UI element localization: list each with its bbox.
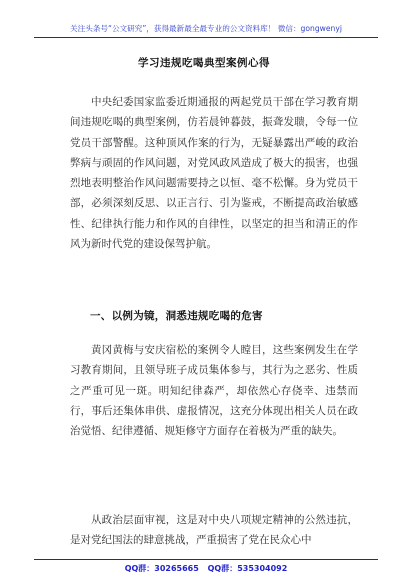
header-promo-text: 关注头条号“公文研究”，获得最新最全最专业的公文资料库！ 微信：gongwenyj <box>70 24 342 33</box>
footer-divider <box>34 559 378 560</box>
paragraph-cases: 黄冈黄梅与安庆宿松的案例令人瞠目，这些案例发生在学习教育期间，且领导班子成员集体参与，其行为之恶劣、性质之严重可见一斑。明知纪律森严，却依然心存侥幸、违禁而行，事后还集体串供、虚报情况，这充分体现出相关人员在政治觉悟、纪律遵循、规矩修守方面存在着极为严重的缺失。 <box>70 344 358 438</box>
paragraph-intro: 中央纪委国家监委近期通报的两起党员干部在学习教育期间违规吃喝的典型案例，仿若晨钟暮鼓，振聋发聩，令每一位党员干部警醒。这种顶风作案的行为，无疑暴露出严峻的政治弊病与顽固的作风问题，对党风政风造成了极大的损害，也强烈地表明整治作风问题需要持之以恒、毫不松懈。身为党员干部，必须深刻反思、以正言行、引为鉴戒，不断提高政治敏感性、纪律执行能力和作风的自律性，以坚定的担当和清正的作风为新时代党的建设保驾护航。 <box>70 96 358 251</box>
document-title: 学习违规吃喝典型案例心得 <box>138 57 270 69</box>
paragraph-political: 从政治层面审视，这是对中央八项规定精神的公然违抗，是对党纪国法的肆意挑战，严重损害了党在民众心中 <box>70 514 358 547</box>
page-header <box>0 0 408 40</box>
header-divider <box>34 37 378 38</box>
footer-qq-groups: QQ群：30265665 QQ群：535304092 <box>124 564 288 573</box>
section-heading-1: 一、以例为镜，洞悉违规吃喝的危害 <box>90 310 263 322</box>
